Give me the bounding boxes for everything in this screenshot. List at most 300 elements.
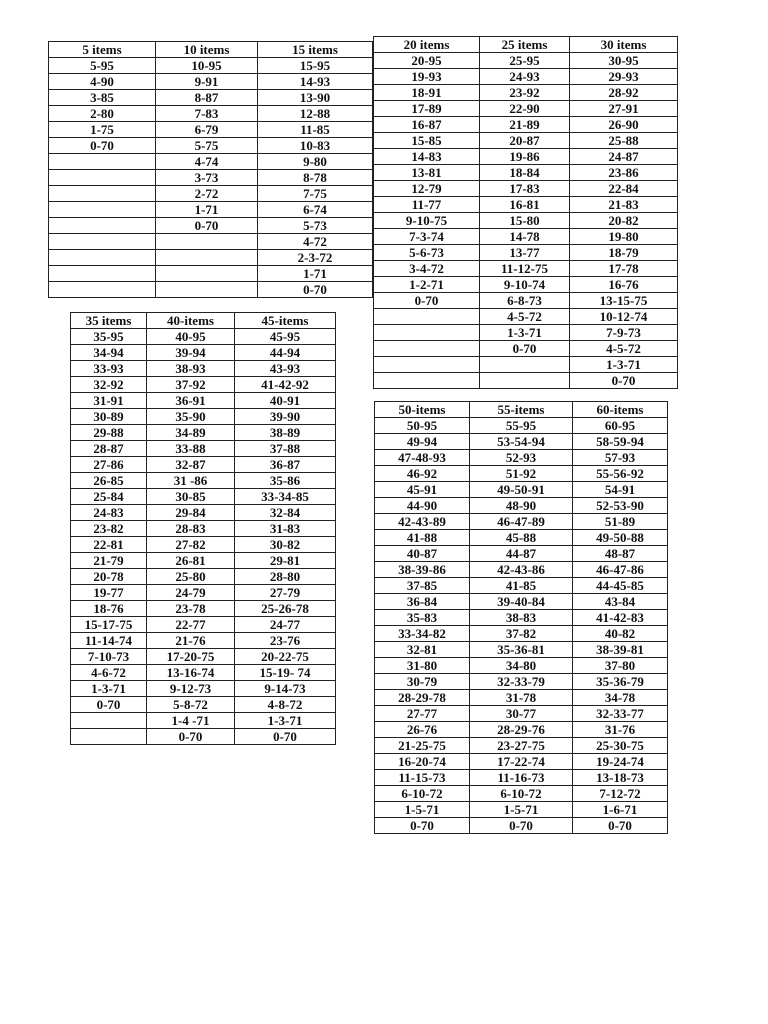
table-cell: 15-95 (258, 58, 373, 74)
table-row (374, 293, 678, 309)
table-row (375, 658, 668, 674)
table-row (374, 133, 678, 149)
table-row (71, 473, 336, 489)
table-row (49, 154, 373, 170)
table-cell: 6-10-72 (375, 786, 470, 802)
table-cell: 32-33-77 (573, 706, 668, 722)
table-row (49, 122, 373, 138)
table-cell: 23-86 (570, 165, 678, 181)
grading-table-20-25-30-items (373, 36, 678, 389)
table-cell: 39-94 (147, 345, 235, 361)
table-cell: 26-76 (375, 722, 470, 738)
table-row (374, 245, 678, 261)
table-cell: 7-3-74 (374, 229, 480, 245)
table-row (71, 713, 336, 729)
table-row (374, 85, 678, 101)
table-cell: 17-83 (480, 181, 570, 197)
table-cell: 49-50-88 (573, 530, 668, 546)
table-cell (49, 186, 156, 202)
table-row (49, 170, 373, 186)
table-cell: 1-75 (49, 122, 156, 138)
table-row (375, 498, 668, 514)
table-cell: 24-77 (235, 617, 336, 633)
table-row (49, 106, 373, 122)
table-cell: 18-84 (480, 165, 570, 181)
table-cell: 44-45-85 (573, 578, 668, 594)
table-row (71, 345, 336, 361)
table-cell: 34-94 (71, 345, 147, 361)
table-cell (49, 154, 156, 170)
table-cell: 38-39-81 (573, 642, 668, 658)
table-cell: 30-89 (71, 409, 147, 425)
table-row (375, 722, 668, 738)
table-cell: 51-92 (470, 466, 573, 482)
table-cell: 19-93 (374, 69, 480, 85)
table-cell: 34-80 (470, 658, 573, 674)
table-cell: 5-8-72 (147, 697, 235, 713)
table-row (375, 546, 668, 562)
table-cell: 7-12-72 (573, 786, 668, 802)
table-cell (374, 357, 480, 373)
table-row (375, 642, 668, 658)
table-row (374, 373, 678, 389)
table-row (374, 69, 678, 85)
table-cell: 4-8-72 (235, 697, 336, 713)
column-header: 50-items (375, 402, 470, 418)
table-row (375, 562, 668, 578)
table-cell: 5-75 (156, 138, 258, 154)
grading-table-5-10-15-items (48, 41, 373, 298)
table-cell (374, 341, 480, 357)
table-cell: 45-91 (375, 482, 470, 498)
column-header: 25 items (480, 37, 570, 53)
table-cell: 1-3-71 (570, 357, 678, 373)
table-cell: 29-81 (235, 553, 336, 569)
table-row (374, 149, 678, 165)
table-cell: 4-6-72 (71, 665, 147, 681)
table-cell: 15-17-75 (71, 617, 147, 633)
table-cell: 11-85 (258, 122, 373, 138)
table-cell: 17-78 (570, 261, 678, 277)
table-row (71, 681, 336, 697)
table-cell: 19-77 (71, 585, 147, 601)
table-cell: 36-84 (375, 594, 470, 610)
table-row (375, 818, 668, 834)
table-row (375, 738, 668, 754)
table-row (71, 329, 336, 345)
table-cell: 27-86 (71, 457, 147, 473)
table-cell: 55-56-92 (573, 466, 668, 482)
table-cell: 34-89 (147, 425, 235, 441)
table-cell: 42-43-86 (470, 562, 573, 578)
table-cell: 16-87 (374, 117, 480, 133)
table-cell: 30-82 (235, 537, 336, 553)
table-cell: 15-19- 74 (235, 665, 336, 681)
table-cell: 4-5-72 (570, 341, 678, 357)
table-cell: 32-81 (375, 642, 470, 658)
table-cell: 0-70 (374, 293, 480, 309)
table-cell: 37-85 (375, 578, 470, 594)
table-cell: 18-79 (570, 245, 678, 261)
table-row (375, 626, 668, 642)
table-cell: 42-43-89 (375, 514, 470, 530)
table-cell: 29-88 (71, 425, 147, 441)
table-cell: 14-93 (258, 74, 373, 90)
table-cell: 9-10-75 (374, 213, 480, 229)
table-cell: 28-92 (570, 85, 678, 101)
table-row (375, 706, 668, 722)
table-row (49, 74, 373, 90)
table-row (71, 665, 336, 681)
table-row (71, 569, 336, 585)
table-cell: 21-76 (147, 633, 235, 649)
table-row (49, 58, 373, 74)
table-cell: 51-89 (573, 514, 668, 530)
table-cell: 50-95 (375, 418, 470, 434)
table-cell: 31-78 (470, 690, 573, 706)
table-cell: 31 -86 (147, 473, 235, 489)
table-cell: 34-78 (573, 690, 668, 706)
table-cell: 41-42-92 (235, 377, 336, 393)
table-row (375, 594, 668, 610)
table-cell: 36-87 (235, 457, 336, 473)
grading-table-35-40-45-items (70, 312, 336, 745)
table-cell (156, 234, 258, 250)
table-cell: 45-95 (235, 329, 336, 345)
table-cell: 0-70 (235, 729, 336, 745)
table-row (71, 393, 336, 409)
table-cell: 12-79 (374, 181, 480, 197)
table-cell (49, 202, 156, 218)
table-cell: 23-82 (71, 521, 147, 537)
table-cell: 9-10-74 (480, 277, 570, 293)
table-cell: 7-75 (258, 186, 373, 202)
table-cell: 1-71 (258, 266, 373, 282)
table-row (49, 202, 373, 218)
table-cell: 24-83 (71, 505, 147, 521)
table-row (49, 186, 373, 202)
table-cell: 29-93 (570, 69, 678, 85)
table-cell: 17-89 (374, 101, 480, 117)
table-cell: 9-14-73 (235, 681, 336, 697)
table-cell: 8-87 (156, 90, 258, 106)
table-cell: 13-81 (374, 165, 480, 181)
table-cell: 23-92 (480, 85, 570, 101)
table-row (375, 690, 668, 706)
table-cell: 41-42-83 (573, 610, 668, 626)
table-cell: 26-81 (147, 553, 235, 569)
table-cell: 33-88 (147, 441, 235, 457)
table-cell: 14-78 (480, 229, 570, 245)
table-cell: 47-48-93 (375, 450, 470, 466)
table-cell: 21-83 (570, 197, 678, 213)
table-cell: 20-82 (570, 213, 678, 229)
table-cell: 9-91 (156, 74, 258, 90)
table-cell: 49-94 (375, 434, 470, 450)
table-cell: 6-74 (258, 202, 373, 218)
column-header: 20 items (374, 37, 480, 53)
table-cell: 23-78 (147, 601, 235, 617)
table-cell: 4-72 (258, 234, 373, 250)
table-cell: 1-5-71 (470, 802, 573, 818)
table-cell: 60-95 (573, 418, 668, 434)
table-row (375, 770, 668, 786)
table-row (375, 754, 668, 770)
table-cell: 31-91 (71, 393, 147, 409)
table-cell: 13-16-74 (147, 665, 235, 681)
table-row (49, 138, 373, 154)
table-cell: 1-5-71 (375, 802, 470, 818)
table-cell: 20-78 (71, 569, 147, 585)
table-cell: 43-93 (235, 361, 336, 377)
table-cell: 25-88 (570, 133, 678, 149)
table-cell: 11-15-73 (375, 770, 470, 786)
table-cell: 30-95 (570, 53, 678, 69)
table-cell: 27-91 (570, 101, 678, 117)
table-row (374, 341, 678, 357)
table-cell: 54-91 (573, 482, 668, 498)
table-row (375, 802, 668, 818)
table-cell: 1-3-71 (480, 325, 570, 341)
table-cell: 17-22-74 (470, 754, 573, 770)
table-cell: 30-79 (375, 674, 470, 690)
table-cell: 6-10-72 (470, 786, 573, 802)
table-cell: 0-70 (147, 729, 235, 745)
table-cell: 49-50-91 (470, 482, 573, 498)
table-cell: 15-85 (374, 133, 480, 149)
table-row (374, 357, 678, 373)
table-cell: 26-90 (570, 117, 678, 133)
table-cell: 17-20-75 (147, 649, 235, 665)
table-row (71, 649, 336, 665)
table-cell: 46-47-86 (573, 562, 668, 578)
table-row (374, 309, 678, 325)
table-cell: 37-80 (573, 658, 668, 674)
table-row (71, 377, 336, 393)
table-row (49, 266, 373, 282)
table-cell (49, 234, 156, 250)
table-row (374, 101, 678, 117)
table-cell: 2-80 (49, 106, 156, 122)
table-cell: 36-91 (147, 393, 235, 409)
table-cell: 38-93 (147, 361, 235, 377)
table-cell: 33-93 (71, 361, 147, 377)
table-row (71, 601, 336, 617)
table-cell: 31-80 (375, 658, 470, 674)
table-cell: 7-9-73 (570, 325, 678, 341)
table-cell: 22-84 (570, 181, 678, 197)
table-cell: 0-70 (156, 218, 258, 234)
table-cell: 18-91 (374, 85, 480, 101)
table-cell (374, 325, 480, 341)
table-cell: 58-59-94 (573, 434, 668, 450)
table-cell: 0-70 (470, 818, 573, 834)
table-cell: 3-85 (49, 90, 156, 106)
table-cell: 29-84 (147, 505, 235, 521)
table-cell: 35-36-79 (573, 674, 668, 690)
table-cell: 1-3-71 (71, 681, 147, 697)
table-cell: 13-77 (480, 245, 570, 261)
table-header-row (375, 402, 668, 418)
table-cell: 48-87 (573, 546, 668, 562)
table-row (375, 674, 668, 690)
table-cell: 14-83 (374, 149, 480, 165)
table-cell: 32-33-79 (470, 674, 573, 690)
table-row (374, 261, 678, 277)
table-row (375, 514, 668, 530)
table-cell (49, 282, 156, 298)
table-row (49, 250, 373, 266)
table-cell: 44-87 (470, 546, 573, 562)
table-cell (71, 729, 147, 745)
table-row (375, 482, 668, 498)
table-cell: 27-82 (147, 537, 235, 553)
table-cell: 18-76 (71, 601, 147, 617)
table-cell: 10-12-74 (570, 309, 678, 325)
column-header: 45-items (235, 313, 336, 329)
table-cell: 28-29-78 (375, 690, 470, 706)
table-cell: 13-18-73 (573, 770, 668, 786)
table-cell: 39-90 (235, 409, 336, 425)
table-cell: 46-92 (375, 466, 470, 482)
table-cell: 16-76 (570, 277, 678, 293)
table-cell: 15-80 (480, 213, 570, 229)
table-row (375, 610, 668, 626)
table-cell: 16-81 (480, 197, 570, 213)
table-row (375, 786, 668, 802)
table-cell: 5-95 (49, 58, 156, 74)
table-row (374, 181, 678, 197)
table-cell: 30-85 (147, 489, 235, 505)
table-row (49, 282, 373, 298)
table-cell: 26-85 (71, 473, 147, 489)
column-header: 15 items (258, 42, 373, 58)
table-cell: 1-6-71 (573, 802, 668, 818)
table-cell: 0-70 (480, 341, 570, 357)
table-cell: 38-39-86 (375, 562, 470, 578)
table-cell: 40-87 (375, 546, 470, 562)
table-cell: 9-12-73 (147, 681, 235, 697)
table-cell: 0-70 (71, 697, 147, 713)
table-cell: 23-76 (235, 633, 336, 649)
table-cell: 20-95 (374, 53, 480, 69)
table-row (375, 434, 668, 450)
table-header-row (71, 313, 336, 329)
table-cell: 37-92 (147, 377, 235, 393)
table-cell: 7-83 (156, 106, 258, 122)
table-cell: 25-84 (71, 489, 147, 505)
table-cell: 2-72 (156, 186, 258, 202)
table-cell (71, 713, 147, 729)
table-row (374, 325, 678, 341)
table-cell: 3-4-72 (374, 261, 480, 277)
table-cell (480, 357, 570, 373)
table-cell: 55-95 (470, 418, 573, 434)
table-cell: 22-81 (71, 537, 147, 553)
table-cell (374, 373, 480, 389)
table-row (71, 617, 336, 633)
table-cell: 5-73 (258, 218, 373, 234)
table-row (375, 450, 668, 466)
table-cell: 8-78 (258, 170, 373, 186)
table-row (71, 553, 336, 569)
table-cell: 19-24-74 (573, 754, 668, 770)
table-cell: 40-82 (573, 626, 668, 642)
table-cell: 21-25-75 (375, 738, 470, 754)
table-row (374, 53, 678, 69)
table-cell: 1-3-71 (235, 713, 336, 729)
table-cell: 0-70 (258, 282, 373, 298)
column-header: 5 items (49, 42, 156, 58)
table-cell: 52-93 (470, 450, 573, 466)
table-cell: 32-87 (147, 457, 235, 473)
table-row (71, 537, 336, 553)
table-cell: 24-93 (480, 69, 570, 85)
table-cell: 11-14-74 (71, 633, 147, 649)
table-cell: 22-77 (147, 617, 235, 633)
table-row (49, 234, 373, 250)
table-cell: 37-82 (470, 626, 573, 642)
table-cell: 12-88 (258, 106, 373, 122)
table-cell: 4-5-72 (480, 309, 570, 325)
table-cell: 48-90 (470, 498, 573, 514)
table-cell (49, 266, 156, 282)
table-cell: 6-8-73 (480, 293, 570, 309)
column-header: 30 items (570, 37, 678, 53)
table-cell (49, 250, 156, 266)
table-cell: 11-12-75 (480, 261, 570, 277)
table-cell: 23-27-75 (470, 738, 573, 754)
table-cell: 9-80 (258, 154, 373, 170)
table-cell: 53-54-94 (470, 434, 573, 450)
table-cell (49, 170, 156, 186)
table-row (375, 578, 668, 594)
table-cell: 25-80 (147, 569, 235, 585)
table-cell: 0-70 (573, 818, 668, 834)
table-row (375, 530, 668, 546)
table-cell: 1-2-71 (374, 277, 480, 293)
table-row (71, 409, 336, 425)
table-cell: 21-89 (480, 117, 570, 133)
table-row (71, 505, 336, 521)
table-cell: 28-29-76 (470, 722, 573, 738)
table-row (374, 165, 678, 181)
table-cell: 13-90 (258, 90, 373, 106)
table-cell: 32-92 (71, 377, 147, 393)
table-header-row (374, 37, 678, 53)
table-cell: 0-70 (375, 818, 470, 834)
table-cell: 41-85 (470, 578, 573, 594)
grading-table-50-55-60-items (374, 401, 668, 834)
table-cell: 10-83 (258, 138, 373, 154)
table-cell: 28-83 (147, 521, 235, 537)
table-row (374, 277, 678, 293)
table-cell: 52-53-90 (573, 498, 668, 514)
table-cell: 19-80 (570, 229, 678, 245)
table-cell: 2-3-72 (258, 250, 373, 266)
table-cell: 13-15-75 (570, 293, 678, 309)
column-header: 40-items (147, 313, 235, 329)
table-cell: 35-36-81 (470, 642, 573, 658)
table-cell: 6-79 (156, 122, 258, 138)
table-cell: 19-86 (480, 149, 570, 165)
table-row (71, 441, 336, 457)
table-cell: 46-47-89 (470, 514, 573, 530)
table-cell: 16-20-74 (375, 754, 470, 770)
table-cell: 35-90 (147, 409, 235, 425)
table-cell (480, 373, 570, 389)
column-header: 10 items (156, 42, 258, 58)
